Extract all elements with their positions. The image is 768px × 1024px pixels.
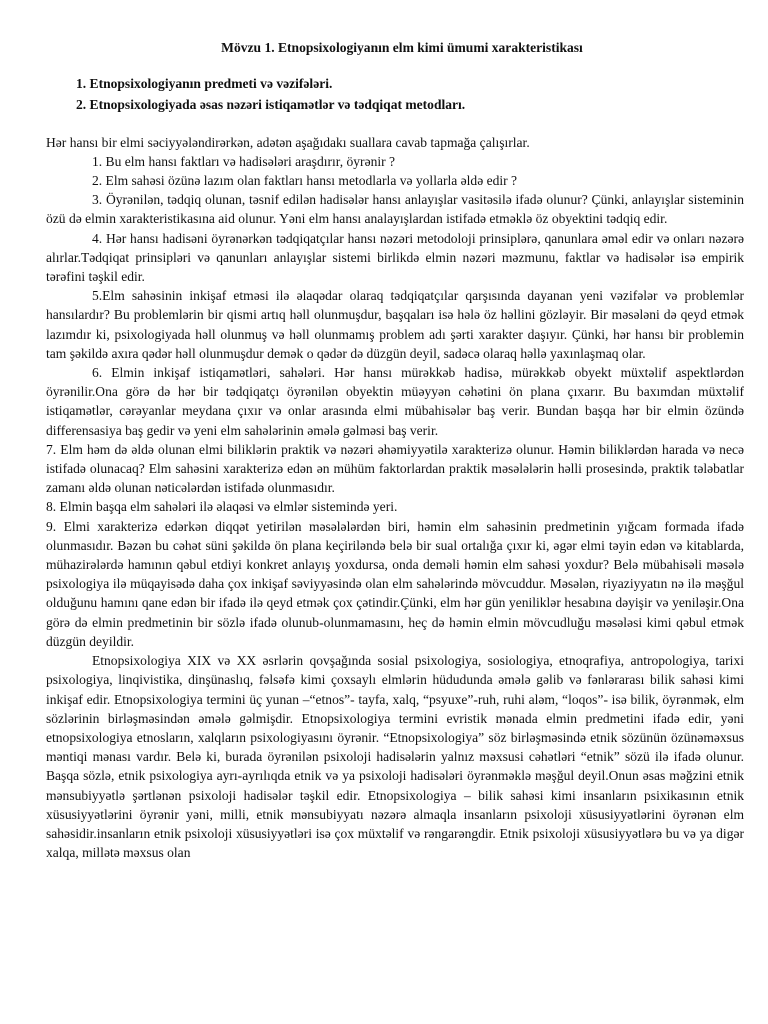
question-6: 6. Elmin inkişaf istiqamətləri, sahələri. Hər hansı mürəkkəb hadisə, mürəkkəb obyekt müxtəlif aspektlərdən öyrənilir.Ona görə də hər bir tədqiqatçı öyrənilən obyektin müəyyən cəhətini ön plana çıxarır. Bu baxımdan müxtəlif istiqamətlər, cərəyanlar meydana çıxır və onlar arasında elmi mübahisələr baş verir. Bundan başqa hər bir elmin özündə differensasiya baş gedir və yeni elm sahələrinin əmələ gəlməsi baş verir. — [46, 365, 744, 438]
question-3: 3. Öyrənilən, tədqiq olunan, təsnif edilən hadisələr hansı anlayışlar vasitəsilə ifadə olunur? Çünki, anlayışlar sisteminin özü də elmin xarakteristikasına aid olunur. Yəni elm hansı analayışlardan istifadə etməklə öz obyektini tədqiq edir. — [46, 192, 744, 227]
outline-item: 1. Etnopsixologiyanın predmeti və vəzifələri. — [76, 76, 333, 92]
question-9: 9. Elmi xarakterizə edərkən diqqət yetirilən məsələlərdən biri, həmin elm sahəsinin predmetinin yığcam formada ifadə olunmasıdır. Bəzən bu cəhət süni şəkildə ön plana keçiriləndə belə bir sual ortalığa çıxır ki, əgər elmi təyin edən və kitablarda, mühazirələrdə hamının qəbul etdiyi konkret anlayış yoxdursa, onda deməli həmin elm sahəsi yoxdur? Belə mübahisəli məsələ psixologiya ilə müqayisədə daha çox inkişaf səviyyəsində olan elm sahələrində mövcuddur. Məsələn, riyaziyyatın nə ilə məşğul olduğunu hamını qane edən bir ifadə ilə qeyd etmək çox çətindir.Çünki, elm hər gün yeniliklər hesabına dəyişir və yeniləşir.Ona görə də elmin predmetinin bir sözlə ifadə olunub-olunmamasını, heç də həmin elmin mövcudluğu məsələsi kimi qəbul etmək düzgün deyildir. — [46, 518, 744, 649]
question-2: 2. Elm sahəsi özünə lazım olan faktları hansı metodlarla və yollarla əldə edir ? — [92, 173, 518, 189]
question-5: 5.Elm sahəsinin inkişaf etməsi ilə əlaqədar olaraq tədqiqatçılar qarşısında dayanan yeni vəzifələr və problemlər hansılardır? Bu problemlərin bir qismi artıq həll olunmuşdur, başqaları isə hələ öz həllini gözləyir. Bir məsələni də qeyd etmək lazımdır ki, psixologiyada həll olunmuş və həll olunmamış problem adı şərti xarakter daşıyır. Çünki, hər hansı bir problemin tam şəkildə axıra qədər həll olunmuşdur demək o qədər də düzgün deyil, sadəcə olaraq həllə yaxınlaşmaq olar. — [46, 288, 744, 361]
topic-outline — [46, 74, 744, 114]
question-1: 1. Bu elm hansı faktları və hadisələri araşdırır, öyrənir ? — [92, 153, 396, 169]
question-7: 7. Elm həm də əldə olunan elmi biliklərin praktik və nəzəri əhəmiyyətilə xarakterizə olunur. Həmin biliklərdən harada və necə istifadə olunacaq? Elm sahəsini xarakterizə edən ən mühüm faktorlardan praktik məsələlərin həlli prosesində, praktik tələbatlar zamanı əldə olunan nəticələrdən istifadə olunmasıdır. — [46, 441, 744, 496]
outline-item: 2. Etnopsixologiyada əsas nəzəri istiqamətlər və tədqiqat metodları. — [76, 97, 466, 113]
document-title: Mövzu 1. Etnopsixologiyanın elm kimi ümumi xarakteristikası — [221, 40, 583, 55]
question-4: 4. Hər hansı hadisəni öyrənərkən tədqiqatçılar hansı nəzəri metodoloji prinsiplərə, qanunlara əməl edir və onları nəzərə alırlar.Tədqiqat prinsipləri və qanunları anlayışlar sistemi birlikdə elmin nəzəri məzmunu, faktlar və hadisələr isə empirik tərəfini təşkil edir. — [46, 230, 744, 285]
intro-paragraph: Hər hansı bir elmi səciyyələndirərkən, adətən aşağıdakı suallara cavab tapmağa çalışırlar. — [46, 134, 530, 150]
question-8: 8. Elmin başqa elm sahələri ilə əlaqəsi və elmlər sistemində yeri. — [46, 499, 398, 515]
etnopsixologiya-paragraph: Etnopsixologiya XIX və XX əsrlərin qovşağında sosial psixologiya, sosiologiya, etnoqrafiya, antropologiya, tarixi psixologiya, linqivistika, dinşünaslıq, fəlsəfə kimi çoxsaylı elmlərin hüdudunda əmələ gəlib və fənlərarası bilik sahəsi kimi inkişaf edir. Etnopsixologiya termini üç yunan –“etnos”- tayfa, xalq, “psyuxe”-ruh, ruhi aləm, “loqos”- isə bilik, öyrənmək, elm sözlərinin birləşməsindən əmələ gəlmişdir. Etnopsixologiya termini evristik mənada elmin predmetini ifadə edir, yəni etnopsixologiya etnosların, xalqların psixologiyasını öyrənir. “Etnopsixologiya” söz birləşməsində etnik sözünün özünəməxsus məntiqi mənası vardır. Belə ki, burada öyrənilən psixoloji hadisələrin yalnız məxsusi cəhətləri “etnik” sözü ilə ifadə olunur. Başqa sözlə, etnik psixologiya ayrı-ayrılıqda etnik və ya psixoloji hadisələri öyrənməklə məşğul deyil.Onun əsas məğzini etnik mənsubiyyətlə şərtlənən psixoloji hadisələr təşkil edir. Etnopsixologiya – bilik sahəsi kimi insanların psixikasının etnik xüsusiyyətlərini öyrənir yəni, milli, etnik mənsubiyyatı nəzərə almaqla insanların psixoloji xüsusiyyətlərini öyrənən elm sahəsidir.insanların etnik psixoloji xüsusiyyətləri isə çox müxtəlif və rəngarəngdir. Etnik psixoloji xüsusiyyətlərə bu və ya digər xalqa, millətə məxsus olan — [46, 653, 744, 861]
